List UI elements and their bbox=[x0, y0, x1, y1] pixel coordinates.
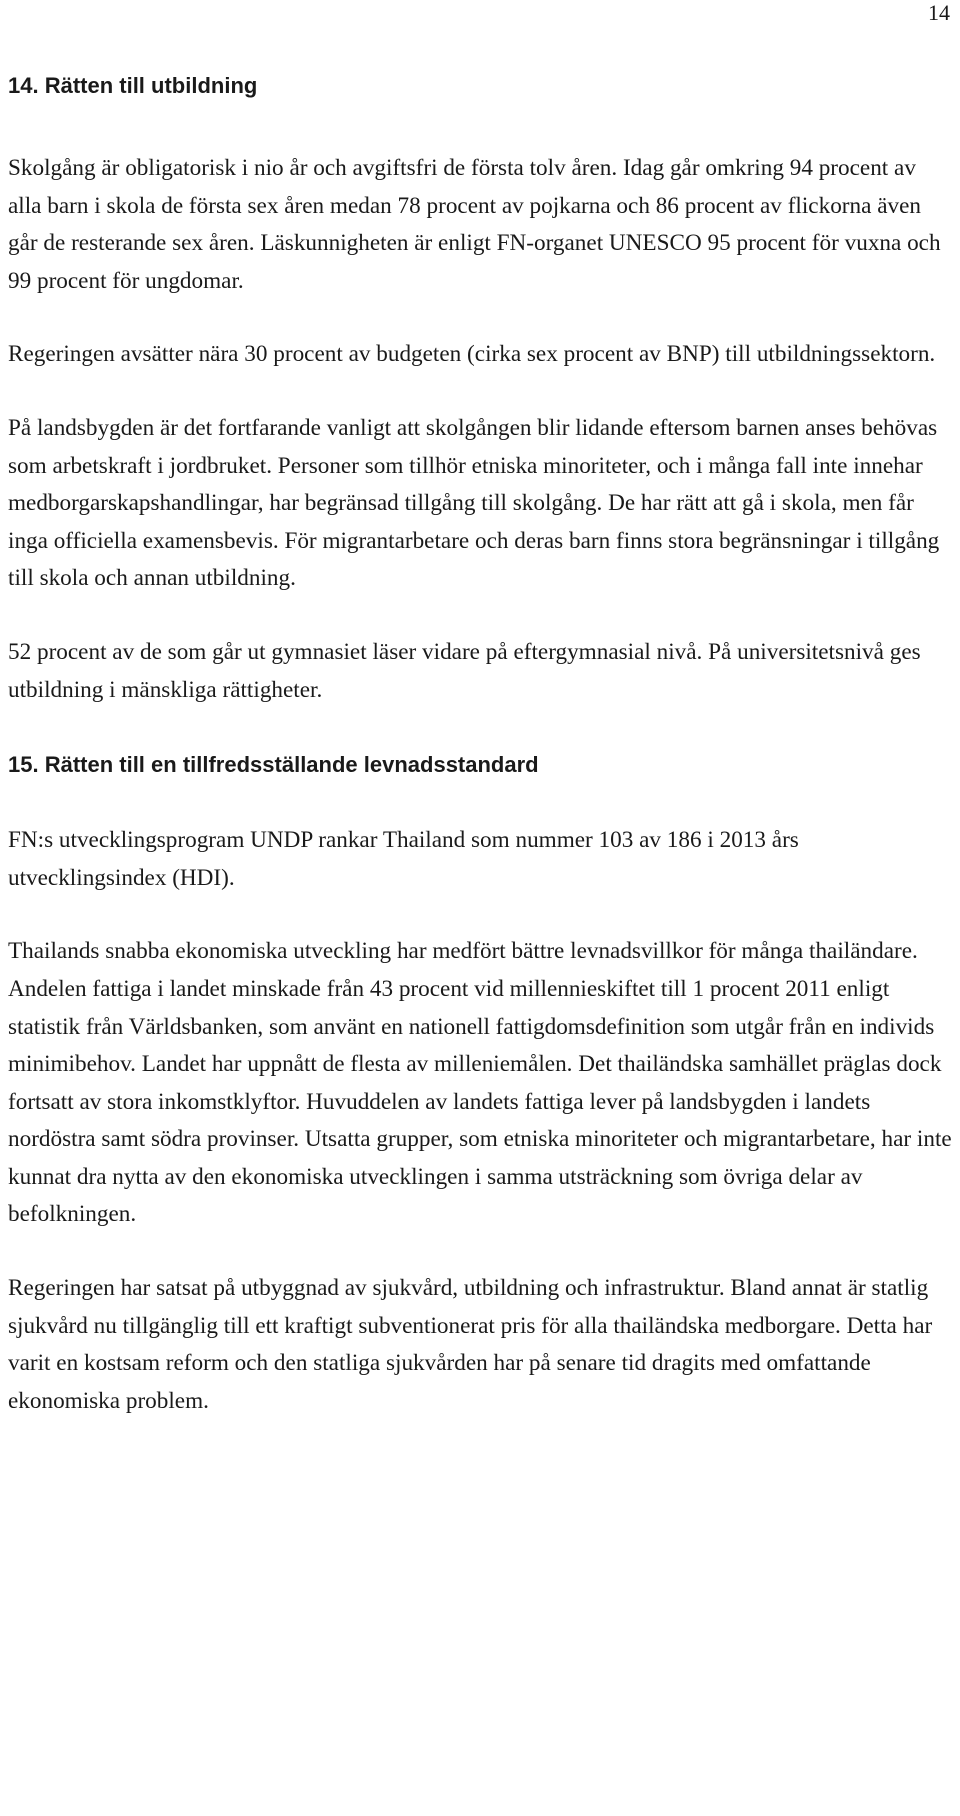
paragraph: Skolgång är obligatorisk i nio år och avgiftsfri de första tolv åren. Idag går omkring 94 procent av alla barn i skola de första sex åren medan 78 procent av pojkarna och 86 procent av flickorna även går de resterande sex åren. Läskunnigheten är enligt FN-organet UNESCO 95 procent för vuxna och 99 procent för ungdomar. bbox=[8, 155, 941, 294]
section-education bbox=[8, 72, 954, 709]
section-heading-living-standard: 15. Rätten till en tillfredsställande levnadsstandard bbox=[8, 752, 539, 778]
paragraph: Regeringen avsätter nära 30 procent av budgeten (cirka sex procent av BNP) till utbildningssektorn. bbox=[8, 341, 936, 368]
document-body bbox=[8, 72, 954, 1420]
paragraph: Thailands snabba ekonomiska utveckling har medfört bättre levnadsvillkor för många thailändare. Andelen fattiga i landet minskade från 43 procent vid millennieskiftet till 1 procent 2011 enligt statistik från Världsbanken, som använt en nationell fattigdomsdefinition som utgår från en individs minimibehov. Landet har uppnått de flesta av milleniemålen. Det thailändska samhället präglas dock fortsatt av stora inkomstklyftor. Huvuddelen av landets fattiga lever på landsbygden i landets nordöstra samt södra provinser. Utsatta grupper, som etniska minoriteter och migrantarbetare, har inte kunnat dra nytta av den ekonomiska utvecklingen i samma utsträckning som övriga delar av befolkningen. bbox=[8, 938, 952, 1228]
section-living-standard bbox=[8, 751, 954, 1420]
paragraph: Regeringen har satsat på utbyggnad av sjukvård, utbildning och infrastruktur. Bland annat är statlig sjukvård nu tillgänglig till ett kraftigt subventionerat pris för alla thailändska medborgare. Detta har varit en kostsam reform och den statliga sjukvården har på senare tid dragits med omfattande ekonomiska problem. bbox=[8, 1275, 933, 1414]
section-heading-education: 14. Rätten till utbildning bbox=[8, 73, 258, 98]
paragraph: På landsbygden är det fortfarande vanligt att skolgången blir lidande eftersom barnen anses behövas som arbetskraft i jordbruket. Personer som tillhör etniska minoriteter, och i många fall inte innehar medborgarskapshandlingar, har begränsad tillgång till skolgång. De har rätt att gå i skola, men får inga officiella examensbevis. För migrantarbetare och deras barn finns stora begränsningar i tillgång till skola och annan utbildning. bbox=[8, 414, 940, 592]
page-number: 14 bbox=[928, 0, 950, 25]
paragraph: FN:s utvecklingsprogram UNDP rankar Thailand som nummer 103 av 186 i 2013 års utvecklingsindex (HDI). bbox=[8, 827, 799, 891]
paragraph: 52 procent av de som går ut gymnasiet läser vidare på eftergymnasial nivå. På universitetsnivå ges utbildning i mänskliga rättigheter. bbox=[8, 638, 921, 703]
